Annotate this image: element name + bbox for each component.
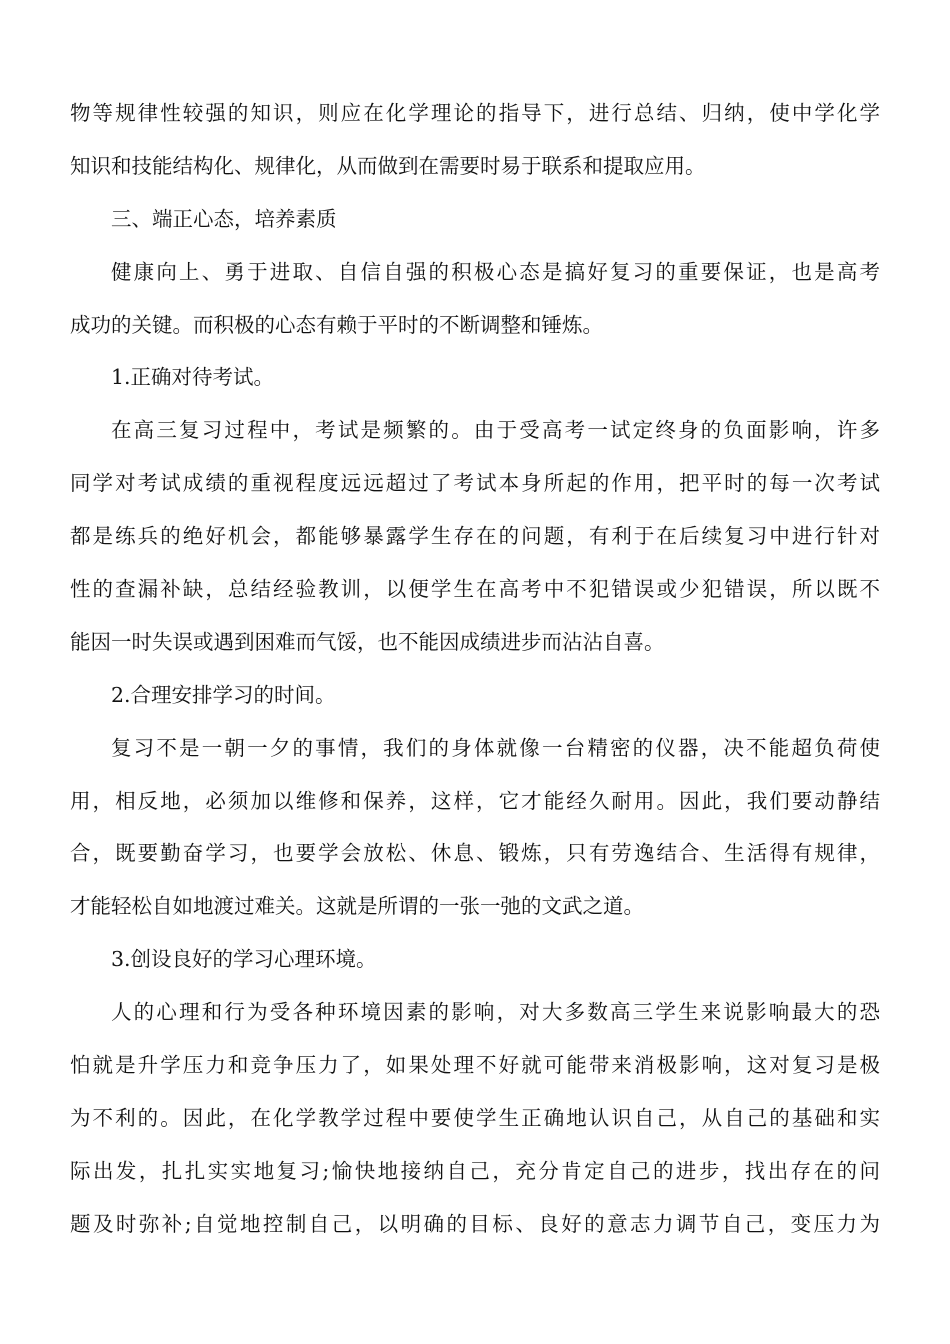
text-line: 都是练兵的绝好机会，都能够暴露学生存在的问题，有利于在后续复习中进行针对 xyxy=(70,524,880,549)
subsection-heading: 3.创设良好的学习心理环境。 xyxy=(111,947,377,972)
text-line: 际出发，扎扎实实地复习;愉快地接纳自己，充分肯定自己的进步，找出存在的问 xyxy=(70,1158,880,1183)
text-line: 成功的关键。而积极的心态有赖于平时的不断调整和锤炼。 xyxy=(70,312,603,337)
section-heading: 三、端正心态，培养素质 xyxy=(111,206,337,231)
subsection-heading: 1.正确对待考试。 xyxy=(111,365,275,390)
subsection-heading: 2.合理安排学习的时间。 xyxy=(111,682,336,707)
text-line: 为不利的。因此，在化学教学过程中要使学生正确地认识自己，从自己的基础和实 xyxy=(70,1105,880,1130)
text-line: 合，既要勤奋学习，也要学会放松、休息、锻炼，只有劳逸结合、生活得有规律， xyxy=(70,841,880,866)
text-line: 同学对考试成绩的重视程度远远超过了考试本身所起的作用，把平时的每一次考试 xyxy=(70,471,880,496)
body-text xyxy=(70,87,880,1251)
text-line: 复习不是一朝一夕的事情，我们的身体就像一台精密的仪器，决不能超负荷使 xyxy=(111,735,880,760)
text-line: 题及时弥补;自觉地控制自己，以明确的目标、良好的意志力调节自己，变压力为 xyxy=(70,1211,880,1236)
text-line: 性的查漏补缺，总结经验教训，以便学生在高考中不犯错误或少犯错误，所以既不 xyxy=(70,577,880,602)
text-line: 能因一时失误或遇到困难而气馁，也不能因成绩进步而沾沾自喜。 xyxy=(70,629,665,654)
text-line: 人的心理和行为受各种环境因素的影响，对大多数高三学生来说影响最大的恐 xyxy=(111,1000,880,1025)
text-line: 怕就是升学压力和竞争压力了，如果处理不好就可能带来消极影响，这对复习是极 xyxy=(70,1053,880,1078)
text-line: 知识和技能结构化、规律化，从而做到在需要时易于联系和提取应用。 xyxy=(70,153,706,178)
text-line: 健康向上、勇于进取、自信自强的积极心态是搞好复习的重要保证，也是高考 xyxy=(111,259,880,284)
text-line: 用，相反地，必须加以维修和保养，这样，它才能经久耐用。因此，我们要动静结 xyxy=(70,788,880,813)
text-line: 才能轻松自如地渡过难关。这就是所谓的一张一弛的文武之道。 xyxy=(70,894,644,919)
text-line: 物等规律性较强的知识，则应在化学理论的指导下，进行总结、归纳，使中学化学 xyxy=(70,101,880,125)
text-line: 在高三复习过程中，考试是频繁的。由于受高考一试定终身的负面影响，许多 xyxy=(111,418,880,443)
